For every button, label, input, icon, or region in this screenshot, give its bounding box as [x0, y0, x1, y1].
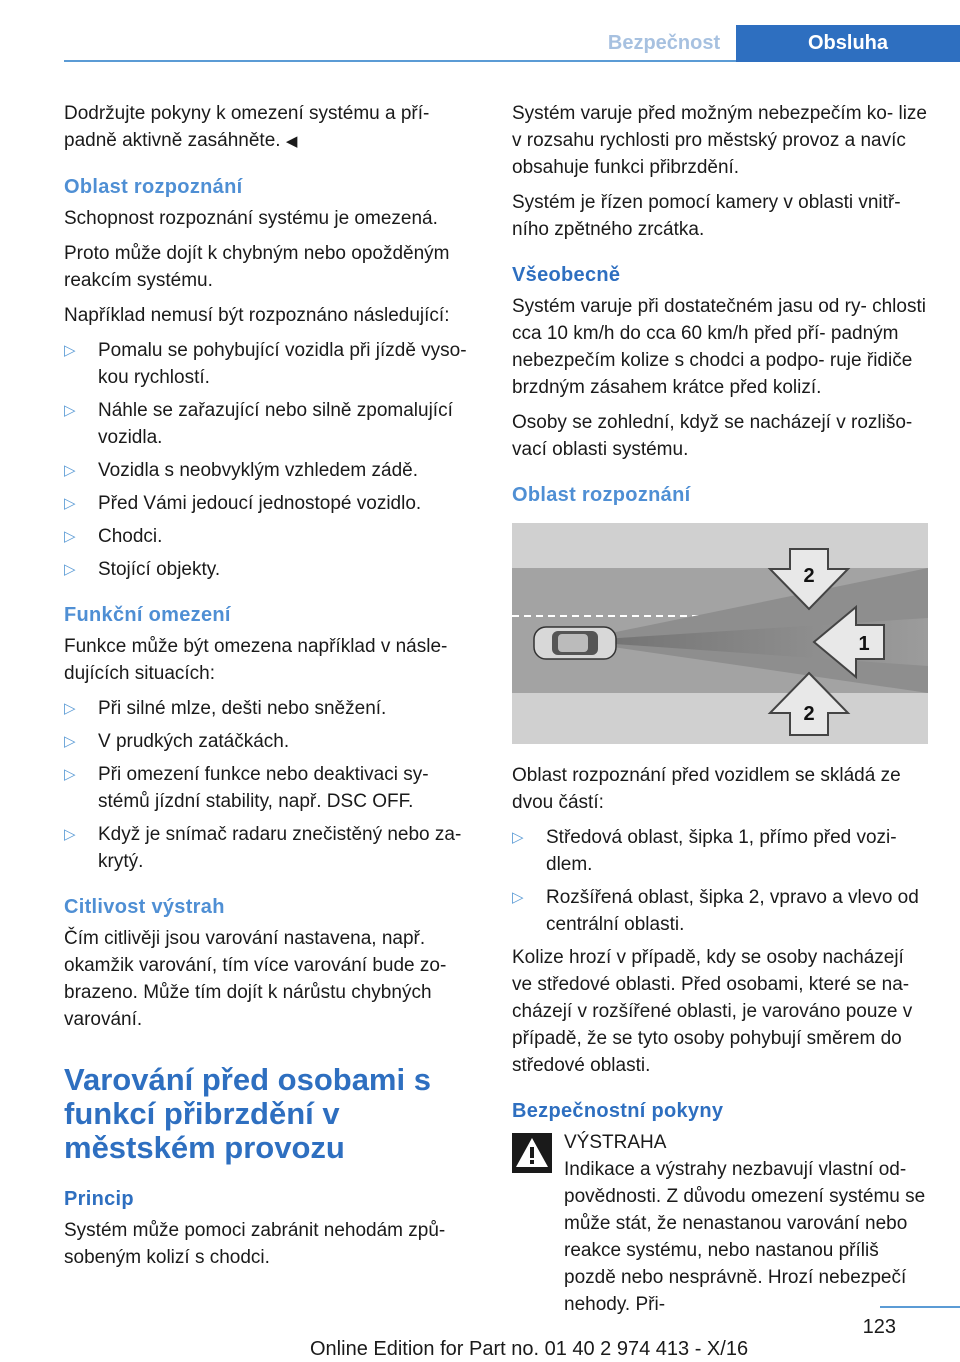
heading-function-limits: Funkční omezení: [64, 604, 231, 626]
paragraph: Systém může pomoci zabránit nehodám způ‐ sobeným kolizí s chodci.: [64, 1220, 446, 1268]
left-column: [64, 100, 484, 1279]
list-item: ▷ Před Vámi jedoucí jednostopé vozidlo.: [64, 490, 484, 517]
bullet-list: [64, 695, 484, 875]
tab-bezpecnost[interactable]: Bezpečnost: [607, 32, 721, 54]
list-item: ▷ Vozidla s neobvyklým vzhledem zádě.: [64, 457, 484, 484]
svg-text:2: 2: [803, 565, 815, 587]
svg-text:1: 1: [858, 633, 870, 655]
right-column: [512, 100, 928, 1318]
list-item: ▷ V prudkých zatáčkách.: [64, 728, 484, 755]
end-mark-icon: ◀: [285, 133, 298, 150]
bullet-list: [64, 337, 484, 583]
heading-recognition-area: Oblast rozpoznání: [512, 484, 691, 506]
list-item: ▷ Při omezení funkce nebo deaktivaci sy‐ stémů jízdní stability, např. DSC OFF.: [64, 761, 484, 815]
list-item: ▷ Rozšířená oblast, šipka 2, vpravo a vlevo od centrální oblasti.: [512, 884, 928, 938]
recognition-area-diagram: [512, 523, 928, 744]
paragraph: Systém varuje při dostatečném jasu od ry‐ chlosti cca 10 km/h do cca 60 km/h před pří‐ padným nebezpečím kolize s chodci a podpo‐ ruje řidiče brzdným zásahem krátce před kolizí.: [512, 296, 926, 398]
edition-footer: Online Edition for Part no. 01 40 2 974 413 - X/16: [310, 1338, 749, 1360]
tab-obsluha[interactable]: Obsluha: [736, 25, 960, 62]
footer-rule: [880, 1306, 960, 1308]
bullet-list: [512, 824, 928, 938]
triangle-bullet-icon: ▷: [64, 342, 76, 359]
list-item: ▷ Pomalu se pohybující vozidla při jízdě vyso‐ kou rychlostí.: [64, 337, 484, 391]
triangle-bullet-icon: ▷: [64, 561, 76, 578]
triangle-bullet-icon: ▷: [64, 402, 76, 419]
triangle-bullet-icon: ▷: [512, 889, 524, 906]
heading-safety-notes: Bezpečnostní pokyny: [512, 1100, 724, 1122]
paragraph: Čím citlivěji jsou varování nastavena, např. okamžik varování, tím více varování bude zo‐ brazeno. Může tím dojít k nárůstu chybných varování.: [64, 928, 447, 1030]
triangle-bullet-icon: ▷: [64, 826, 76, 843]
paragraph: Oblast rozpoznání před vozidlem se skládá ze dvou částí:: [512, 765, 901, 813]
heading-pedestrian-warning: Varování před osobami s funkcí přibrzdění v městském provozu: [64, 1062, 431, 1165]
triangle-bullet-icon: ▷: [64, 766, 76, 783]
triangle-bullet-icon: ▷: [64, 700, 76, 717]
heading-warning-sensitivity: Citlivost výstrah: [64, 896, 225, 918]
list-item: ▷ Když je snímač radaru znečistěný nebo za‐ krytý.: [64, 821, 484, 875]
list-item: ▷ Náhle se zařazující nebo silně zpomalující vozidla.: [64, 397, 484, 451]
warning-triangle-icon: [512, 1133, 552, 1173]
paragraph: Funkce může být omezena například v násle‐ dujících situacích:: [64, 636, 448, 684]
paragraph: [64, 100, 484, 155]
paragraph: Schopnost rozpoznání systému je omezená.: [64, 208, 438, 229]
heading-general: Všeobecně: [512, 264, 621, 286]
list-item: ▷ Při silné mlze, dešti nebo sněžení.: [64, 695, 484, 722]
warning-block: [512, 1129, 928, 1318]
warning-title: VÝSTRAHA: [564, 1132, 667, 1153]
triangle-bullet-icon: ▷: [512, 829, 524, 846]
triangle-bullet-icon: ▷: [64, 528, 76, 545]
paragraph: Proto může dojít k chybným nebo opožděným reakcím systému.: [64, 243, 450, 291]
list-item: ▷ Stojící objekty.: [64, 556, 484, 583]
triangle-bullet-icon: ▷: [64, 495, 76, 512]
paragraph: Systém je řízen pomocí kamery v oblasti vnitř‐ ního zpětného zrcátka.: [512, 192, 901, 240]
paragraph: Osoby se zohlední, když se nacházejí v rozlišo‐ vací oblasti systému.: [512, 412, 913, 460]
car-icon: [534, 627, 616, 659]
paragraph: Kolize hrozí v případě, kdy se osoby nacházejí ve středové oblasti. Před osobami, které se na‐ cházejí v rozšířené oblasti, je varováno pouze v případě, že se tyto osoby pohybují směrem do středové oblasti.: [512, 947, 913, 1076]
list-item: ▷ Chodci.: [64, 523, 484, 550]
svg-text:2: 2: [803, 703, 815, 725]
paragraph-text: Dodržujte pokyny k omezení systému a pří‐ padně aktivně zasáhněte.: [64, 103, 430, 151]
triangle-bullet-icon: ▷: [64, 462, 76, 479]
heading-recognition-area: Oblast rozpoznání: [64, 176, 243, 198]
triangle-bullet-icon: ▷: [64, 733, 76, 750]
paragraph: Systém varuje před možným nebezpečím ko‐ lize v rozsahu rychlosti pro městský provoz a navíc obsahuje funkci přibrzdění.: [512, 103, 927, 178]
list-item: ▷ Středová oblast, šipka 1, přímo před vozi‐ dlem.: [512, 824, 928, 878]
page-number: 123: [862, 1316, 896, 1338]
recognition-area-svg: [512, 523, 928, 744]
heading-principle: Princip: [64, 1188, 134, 1210]
paragraph: Například nemusí být rozpoznáno následující:: [64, 305, 450, 326]
warning-text: Indikace a výstrahy nezbavují vlastní od‐ povědnosti. Z důvodu omezení systému se může stát, že nenastanou varování nebo reakce systému, nebo nastanou příliš pozdě nebo nesprávně. Hrozí nebezpečí nehody. Při‐: [564, 1159, 926, 1315]
